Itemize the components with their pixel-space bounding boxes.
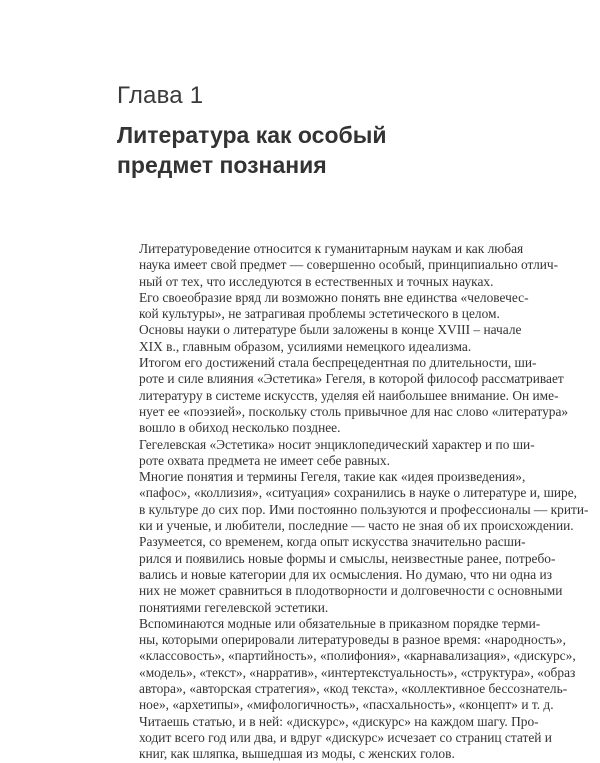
text-line: роте и силе влияния «Эстетика» Гегеля, в которой философ рассматривает <box>139 371 564 387</box>
text-line: «пафос», «коллизия», «ситуация» сохранились в науке о литературе и, шире, <box>139 485 578 501</box>
paragraph <box>117 713 552 763</box>
paragraph <box>117 241 559 290</box>
text-line: Основы науки о литературе были заложены в конце XVIII – начале <box>139 322 522 338</box>
paragraph <box>117 289 529 323</box>
chapter-title-line: предмет познания <box>117 152 327 178</box>
text-line: Литературоведение относится к гуманитарным наукам и как любая <box>139 241 524 256</box>
text-line: XIX в., главным образом, усилиями немецкого идеализма. <box>139 338 472 354</box>
text-line: ходит всего год или два, и вдруг «дискурс» исчезает со страниц статей и <box>139 729 552 745</box>
text-line: ки и ученые, и любители, последние — часто не зная об их происхождении. <box>139 518 574 534</box>
paragraph <box>117 322 522 355</box>
paragraph <box>117 534 563 615</box>
text-line: автора», «авторская стратегия», «код текста», «коллективное бессознатель- <box>139 681 568 697</box>
text-line: наука имеет свой предмет — совершенно особый, принципиально отлич- <box>139 257 559 273</box>
text-line: ны, которыми оперировали литературоведы в разное время: «народность», <box>139 632 566 648</box>
body-text <box>117 241 589 763</box>
paragraph <box>117 615 576 714</box>
text-line: роте охвата предмета не имеет себе равных. <box>139 452 390 468</box>
text-line: Вспоминаются модные или обязательные в приказном порядке терми- <box>139 615 541 631</box>
text-line: «классовость», «партийность», «полифония», «карнавализация», «дискурс», <box>139 648 576 664</box>
paragraph <box>117 469 589 534</box>
text-line: Гегелевская «Эстетика» носит энциклопедический характер и по ши- <box>139 436 535 452</box>
paragraph <box>117 355 569 436</box>
text-line: Многие понятия и термины Гегеля, такие как «идея произведения», <box>139 469 526 485</box>
text-line: ный от тех, что исследуются в естественных и точных науках. <box>139 273 494 289</box>
text-line: Читаешь статью, и в ней: «дискурс», «дискурс» на каждом шагу. Про- <box>139 713 539 729</box>
text-line: Его своеобразие вряд ли возможно понять вне единства «человечес- <box>139 289 529 305</box>
text-line: в культуре до сих пор. Ими постоянно пользуются и профессионалы — крити- <box>139 501 589 517</box>
text-line: вались и новые категории для их осмысления. Но думаю, что ни одна из <box>139 566 553 582</box>
text-line: ное», «архетипы», «мифологичность», «пасхальность», «концепт» и т. д. <box>139 697 554 713</box>
text-line: рился и появились новые формы и смыслы, неизвестные ранее, потребо- <box>139 550 556 566</box>
text-line: литературу в системе искусств, уделяя ей наибольшее внимание. Он име- <box>139 387 559 403</box>
chapter-label: Глава 1 <box>117 82 204 109</box>
chapter-title <box>117 120 517 180</box>
text-line: нует ее «поэзией», поскольку столь привычное для нас слово «литература» <box>139 403 569 419</box>
chapter-title-line: Литература как особый <box>117 122 387 148</box>
text-line: Разумеется, со временем, когда опыт искусства значительно расши- <box>139 534 526 550</box>
text-line: вошло в обиход несколько позднее. <box>139 420 341 436</box>
text-line: понятиями гегелевской эстетики. <box>139 599 329 615</box>
text-line: «модель», «текст», «нарратив», «интертекстуальность», «структура», «образ <box>139 664 576 680</box>
text-line: кой культуры», не затрагивая проблемы эстетического в целом. <box>139 306 500 322</box>
text-line: них не может сравниться в плодотворности и долговечности с основными <box>139 583 563 599</box>
text-line: книг, как шляпка, вышедшая из моды, с женских голов. <box>139 746 455 762</box>
text-line: Итогом его достижений стала беспрецедентная по длительности, ши- <box>139 355 537 371</box>
paragraph <box>117 436 535 470</box>
